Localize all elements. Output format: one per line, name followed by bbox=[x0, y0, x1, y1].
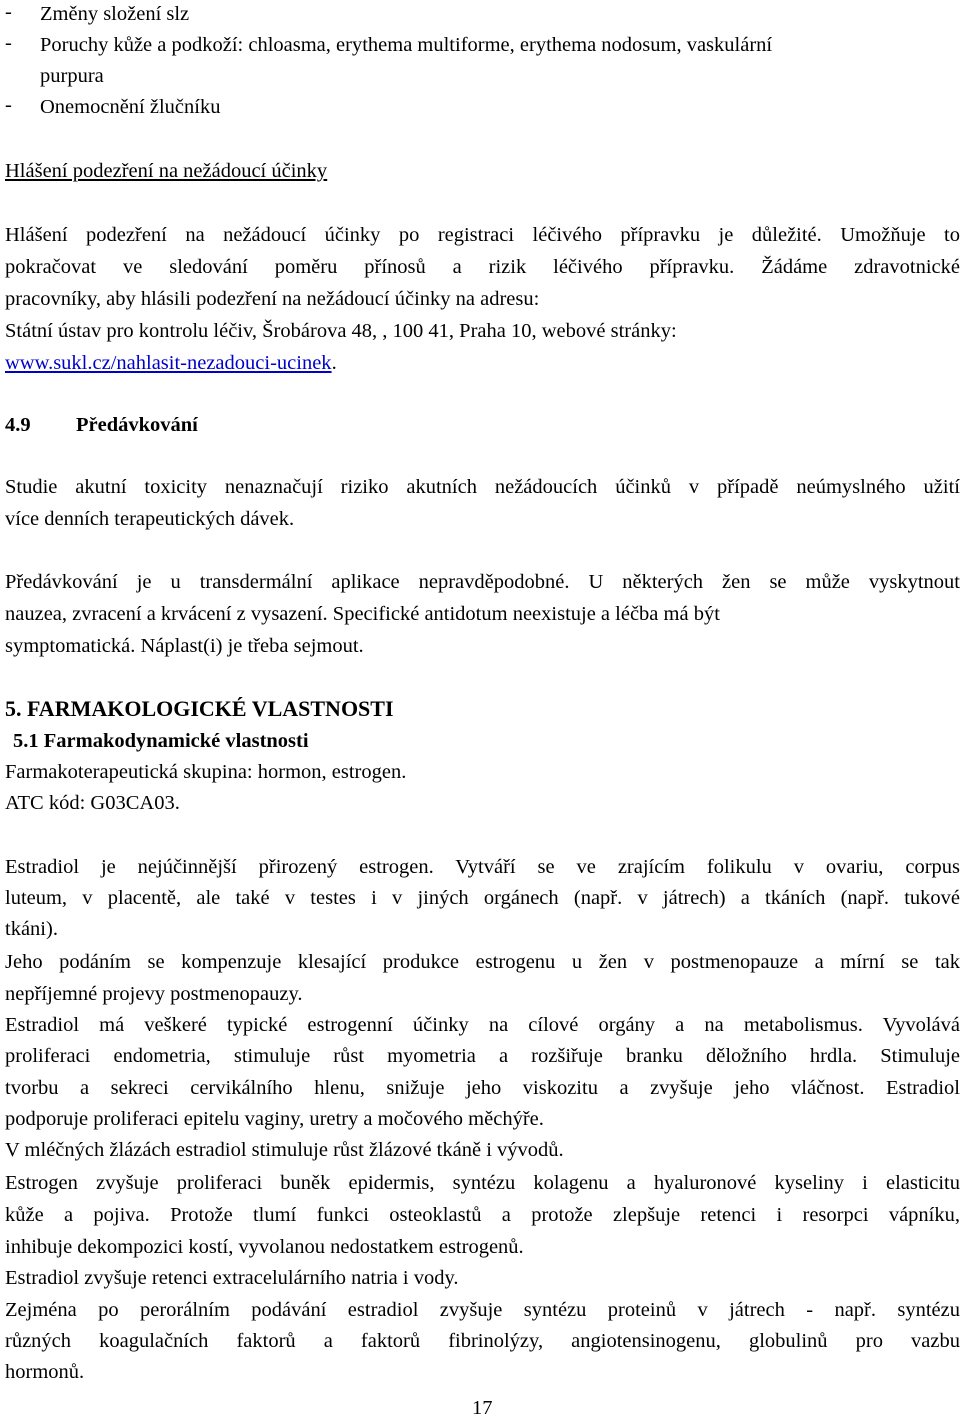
paragraph-line: hormonů. bbox=[5, 1361, 85, 1383]
paragraph-line: symptomatická. Náplast(i) je třeba sejmout. bbox=[5, 635, 364, 657]
paragraph-line: V mléčných žlázách estradiol stimuluje růst žlázové tkáně i vývodů. bbox=[5, 1139, 564, 1161]
bullet-item-continuation: purpura bbox=[40, 65, 104, 87]
paragraph-line: Estradiol je nejúčinnější přirozený estrogen. Vytváří se ve zrajícím folikulu v ovariu, corpus bbox=[5, 856, 960, 878]
atc-code: ATC kód: G03CA03. bbox=[5, 792, 180, 814]
page-number: 17 bbox=[472, 1397, 493, 1419]
paragraph-line: Estrogen zvyšuje proliferaci buněk epidermis, syntézu kolagenu a hyaluronové kyseliny i elasticitu bbox=[5, 1172, 960, 1194]
paragraph-line: Studie akutní toxicity nenaznačují riziko akutních nežádoucích účinků v případě neúmyslného užití bbox=[5, 476, 960, 498]
paragraph-line: nauzea, zvracení a krvácení z vysazení. Specifické antidotum neexistuje a léčba má být bbox=[5, 603, 720, 625]
paragraph-line: Jeho podáním se kompenzuje klesající produkce estrogenu u žen v postmenopauze a mírní se tak bbox=[5, 951, 960, 973]
paragraph-line: proliferaci endometria, stimuluje růst myometria a rozšiřuje branku děložního hrdla. Stimuluje bbox=[5, 1045, 960, 1067]
bullet-dash: - bbox=[5, 94, 12, 116]
bullet-item: Onemocnění žlučníku bbox=[40, 96, 221, 118]
sukl-report-link[interactable]: www.sukl.cz/nahlasit-nezadouci-ucinek bbox=[5, 352, 332, 374]
paragraph-line: kůže a pojiva. Protože tlumí funkci osteoklastů a protože zlepšuje retenci i resorpci vápníku, bbox=[5, 1204, 960, 1226]
paragraph-line: tkáni). bbox=[5, 918, 58, 940]
section-heading: 5. FARMAKOLOGICKÉ VLASTNOSTI bbox=[5, 696, 394, 721]
bullet-item: Změny složení slz bbox=[40, 3, 190, 25]
paragraph-line: různých koagulačních faktorů a faktorů fibrinolýzy, angiotensinogenu, globulinů pro vazbu bbox=[5, 1330, 960, 1352]
bullet-item: Poruchy kůže a podkoží: chloasma, erythema multiforme, erythema nodosum, vaskulární bbox=[40, 34, 773, 56]
paragraph-line: Předávkování je u transdermální aplikace nepravděpodobné. U některých žen se může vyskytnout bbox=[5, 571, 960, 593]
paragraph-line: pokračovat ve sledování poměru přínosů a rizik léčivého přípravku. Žádáme zdravotnické bbox=[5, 256, 960, 278]
paragraph-line: tvorbu a sekreci cervikálního hlenu, snižuje jeho viskozitu a zvyšuje jeho vláčnost. Estradiol bbox=[5, 1077, 960, 1099]
paragraph-line: nepříjemné projevy postmenopauzy. bbox=[5, 983, 303, 1005]
paragraph-line: více denních terapeutických dávek. bbox=[5, 508, 295, 530]
paragraph-line: Hlášení podezření na nežádoucí účinky po registraci léčivého přípravku je důležité. Umožňuje to bbox=[5, 224, 960, 246]
paragraph-line: luteum, v placentě, ale také v testes i v jiných orgánech (např. v játrech) a tkáních (např. tukové bbox=[5, 887, 960, 909]
section-number: 4.9 bbox=[5, 414, 31, 436]
paragraph-line: podporuje proliferaci epitelu vaginy, uretry a močového měchýře. bbox=[5, 1108, 544, 1130]
paragraph-line bbox=[5, 350, 337, 376]
paragraph-line: pracovníky, aby hlásili podezření na nežádoucí účinky na adresu: bbox=[5, 288, 540, 310]
paragraph-line: Státní ústav pro kontrolu léčiv, Šrobárova 48, , 100 41, Praha 10, webové stránky: bbox=[5, 320, 677, 342]
paragraph-line: Zejména po perorálním podávání estradiol zvyšuje syntézu proteinů v játrech - např. syntézu bbox=[5, 1299, 960, 1321]
reporting-heading: Hlášení podezření na nežádoucí účinky bbox=[5, 160, 328, 182]
bullet-dash: - bbox=[5, 1, 12, 23]
subsection-heading: 5.1 Farmakodynamické vlastnosti bbox=[13, 730, 309, 752]
link-period: . bbox=[331, 352, 337, 374]
paragraph-line: Estradiol má veškeré typické estrogenní účinky na cílové orgány a na metabolismus. Vyvolává bbox=[5, 1014, 960, 1036]
bullet-dash: - bbox=[5, 32, 12, 54]
paragraph-line: Estradiol zvyšuje retenci extracelulárního natria i vody. bbox=[5, 1267, 459, 1289]
paragraph-line: inhibuje dekompozici kostí, vyvolanou nedostatkem estrogenů. bbox=[5, 1236, 524, 1258]
pharmacotherapeutic-group: Farmakoterapeutická skupina: hormon, estrogen. bbox=[5, 761, 407, 783]
section-title: Předávkování bbox=[76, 414, 198, 436]
